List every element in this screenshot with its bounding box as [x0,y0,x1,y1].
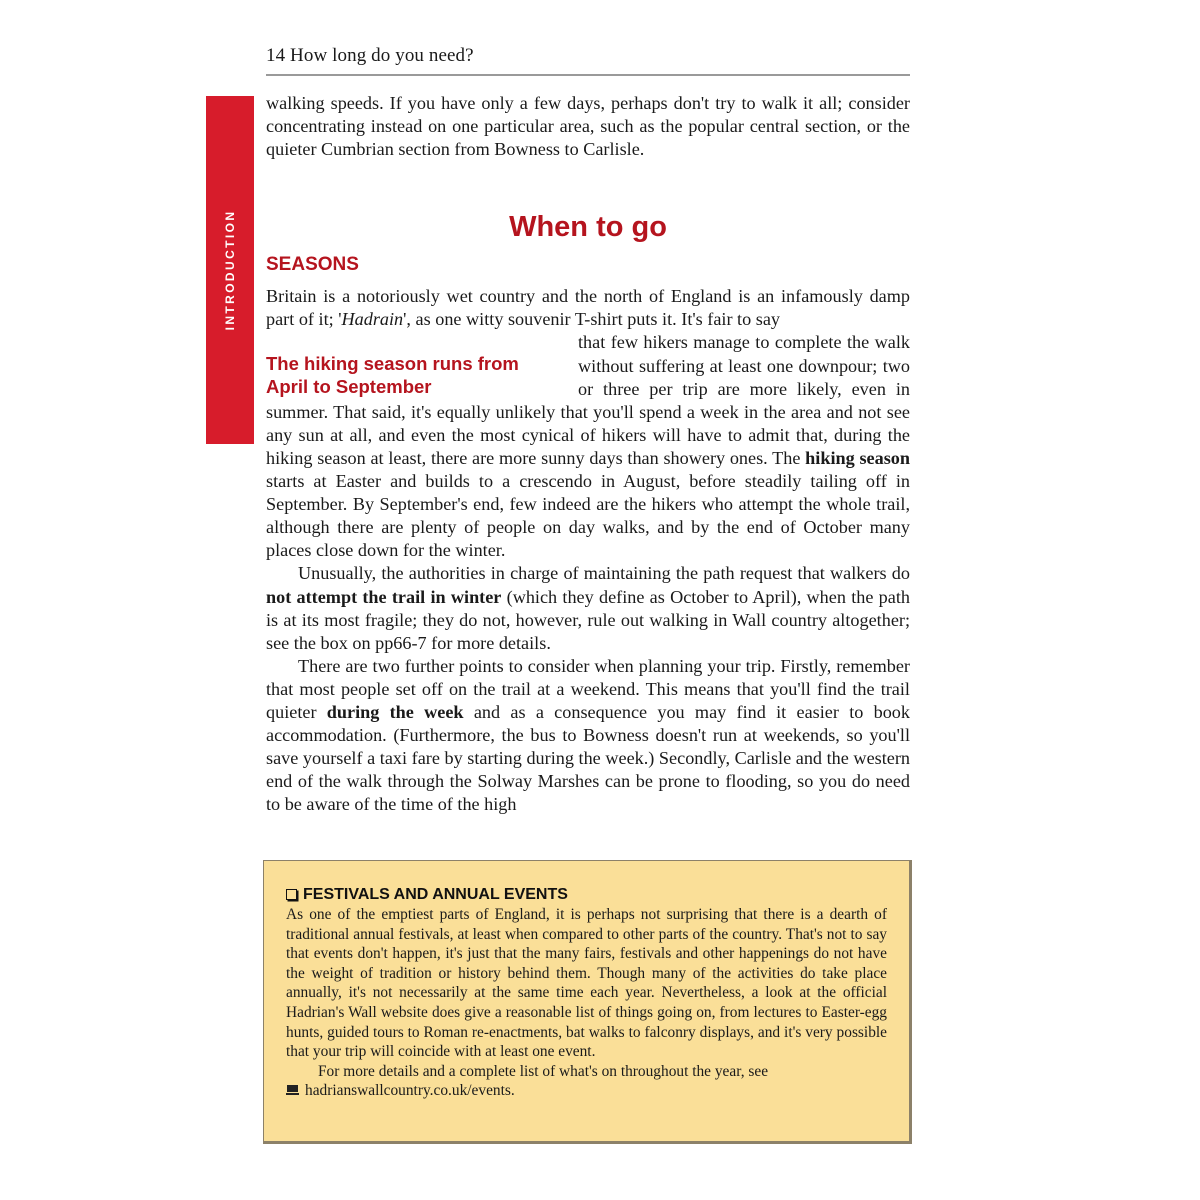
text-run: and as a consequence you may find it easier to book accommodation. (Furthermore, the bus to Bowness doesn't run at weekends, so you'll save yourself a taxi fare by starting during the week.) Secondly, Carlisle and the western end of the walk through the Solway Marshes can be prone to flooding, so you do need to be aware of the time of the high [266,701,910,815]
bold-term: during the week [326,701,464,722]
festivals-box [263,860,912,1144]
running-head: 14 How long do you need? [266,45,474,66]
box-title-text: FESTIVALS AND ANNUAL EVENTS [303,886,568,903]
side-tab-label: INTRODUCTION [223,209,237,331]
bold-term: not attempt the trail in winter [266,586,502,607]
checkbox-square-icon [286,889,297,900]
paragraph-seasons-intro [266,285,910,331]
paragraph-planning [266,655,910,817]
box-body [286,905,887,1101]
italic-term: Hadrain [341,309,404,330]
text-run: Unusually, the authorities in charge of maintaining the path request that walkers do [298,563,910,584]
text-run: starts at Easter and builds to a crescendo in August, before steadily tailing off in September. By September's end, few indeed are the hikers who attempt the whole trail, although there are plenty of people on day walks, and by the end of October many places close down for the winter. [266,471,910,561]
section-title: When to go [509,211,667,244]
body-column [266,92,910,816]
box-paragraph-more: For more details and a complete list of what's on throughout the year, see [318,1062,769,1080]
subheading-seasons: SEASONS [266,254,359,276]
header-rule [266,74,910,76]
paragraph-winter [266,562,910,654]
computer-icon [286,1085,299,1096]
text-run: Britain is a notoriously wet country and the north of England is an infamously damp part of it; ' [266,286,910,330]
text-run: that few hikers manage to complete the walk without suffering at least one downpour; two or three per trip are more likely, even in summer. That said, it's equally unlikely that you'll spend a week in the area and not see any sun at all, and even the most cynical of hikers will have to admit that, during the hiking season at least, there are more sunny days than showery ones. The [266,332,910,468]
text-run: There are two further points to consider when planning your trip. Firstly, remember that most people set off on the trail at a weekend. This means that you'll find the trail quieter [266,655,910,722]
paragraph-continued: walking speeds. If you have only a few days, perhaps don't try to walk it all; consider concentrating instead on one particular area, such as the popular central section, or the quieter Cumbrian section from Bowness to Carlisle. [266,93,910,160]
bold-term: hiking season [805,447,910,468]
text-run: (which they define as October to April), when the path is at its most fragile; they do not, however, rule out walking in Wall country altogether; see the box on pp66-7 for more details. [266,586,910,653]
box-link-line [286,1081,887,1101]
box-title [286,885,887,905]
text-run: ', as one witty souvenir T-shirt puts it. It's fair to say [403,309,780,330]
box-paragraph: As one of the emptiest parts of England, it is perhaps not surprising that there is a dearth of traditional annual festivals, at least when compared to other parts of the country. That's not to say that events don't happen, it's just that the many fairs, festivals and other happenings do not have the weight of tradition or history behind them. Though many of the activities do take place annually, it's not necessarily at the same time each year. Nevertheless, a look at the official Hadrian's Wall website does give a reasonable list of things going on, from lectures to Easter-egg hunts, guided tours to Roman re-enactments, bat walks to falconry displays, and it's very possible that your trip will coincide with at least one event. [286,906,887,1061]
section-side-tab [206,96,254,444]
website-link[interactable]: hadrianswallcountry.co.uk/events. [305,1082,515,1100]
pull-quote: The hiking season runs from April to September [266,353,519,398]
